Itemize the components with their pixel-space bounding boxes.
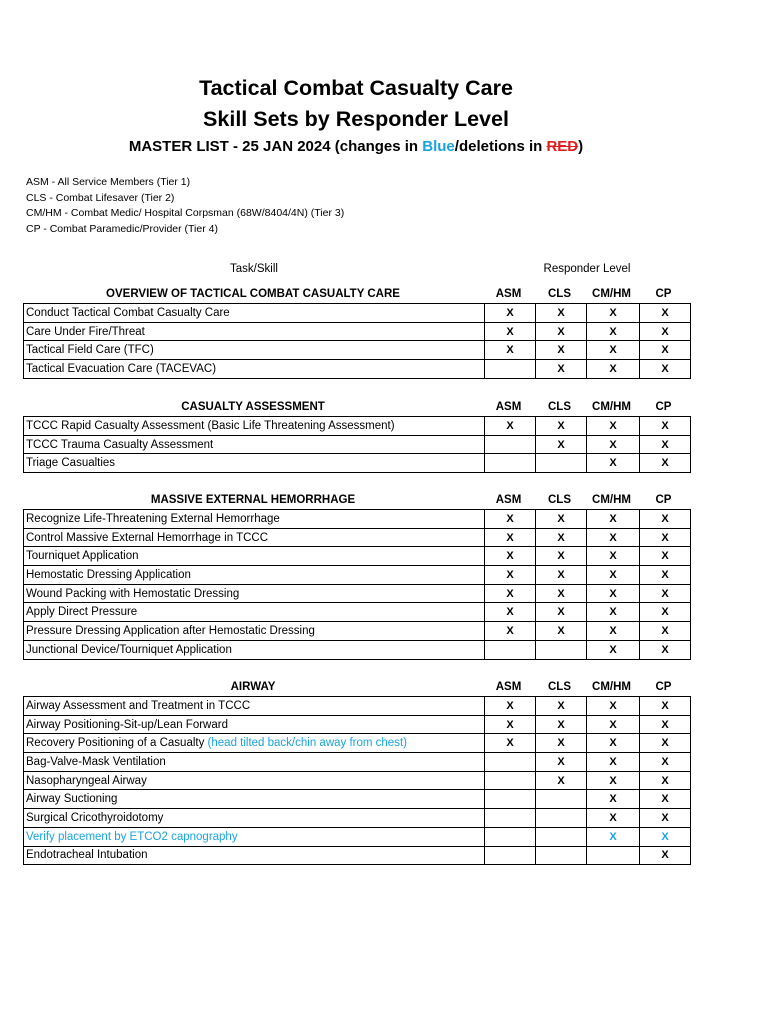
cmhm-mark: X xyxy=(587,734,640,753)
cp-mark: X xyxy=(640,341,691,360)
asm-mark: X xyxy=(485,417,536,436)
section-title: CASUALTY ASSESSMENT xyxy=(181,400,325,413)
legend-cp: CP - Combat Paramedic/Provider (Tier 4) xyxy=(26,222,218,235)
task-label: Apply Direct Pressure xyxy=(26,606,138,619)
cmhm-mark: X xyxy=(587,584,640,603)
cls-mark: X xyxy=(536,322,587,341)
task-label: Hemostatic Dressing Application xyxy=(26,568,191,581)
asm-mark: X xyxy=(485,304,536,323)
task-cell xyxy=(24,360,485,379)
cls-mark: X xyxy=(536,734,587,753)
cp-mark: X xyxy=(640,640,691,659)
asm-mark xyxy=(485,753,536,772)
cls-mark: X xyxy=(536,417,587,436)
cls-mark: X xyxy=(536,566,587,585)
cmhm-mark: X xyxy=(587,417,640,436)
responder-level-header: Responder Level xyxy=(543,263,631,275)
column-header: CP xyxy=(655,287,672,300)
task-label: Care Under Fire/Threat xyxy=(26,325,145,338)
table-row xyxy=(24,322,691,341)
task-label: TCCC Trauma Casualty Assessment xyxy=(26,438,214,451)
task-cell xyxy=(24,603,485,622)
task-cell xyxy=(24,715,485,734)
asm-mark: X xyxy=(485,715,536,734)
cls-mark: X xyxy=(536,697,587,716)
cp-mark: X xyxy=(640,510,691,529)
cls-mark: X xyxy=(536,304,587,323)
cp-mark: X xyxy=(640,603,691,622)
task-cell xyxy=(24,809,485,828)
task-cell xyxy=(24,753,485,772)
task-label: TCCC Rapid Casualty Assessment (Basic Life Threatening Assessment) xyxy=(26,419,395,432)
column-header: ASM xyxy=(495,400,522,413)
cmhm-mark: X xyxy=(587,566,640,585)
task-label: Wound Packing with Hemostatic Dressing xyxy=(26,587,240,600)
task-label: Nasopharyngeal Airway xyxy=(26,774,147,787)
table-row xyxy=(24,304,691,323)
cls-mark xyxy=(536,790,587,809)
section-title: AIRWAY xyxy=(230,680,276,693)
cls-mark xyxy=(536,827,587,846)
section-header xyxy=(23,677,691,696)
task-cell xyxy=(24,622,485,641)
asm-mark: X xyxy=(485,322,536,341)
cp-mark: X xyxy=(640,827,691,846)
legend-cls: CLS - Combat Lifesaver (Tier 2) xyxy=(26,191,175,204)
task-label: Airway Assessment and Treatment in TCCC xyxy=(26,699,251,712)
table-row xyxy=(24,790,691,809)
document-subtitle: Skill Sets by Responder Level xyxy=(203,107,509,131)
task-label: Tactical Field Care (TFC) xyxy=(26,344,154,357)
asm-mark: X xyxy=(485,528,536,547)
legend-cmhm: CM/HM - Combat Medic/ Hospital Corpsman (68W/8404/4N) (Tier 3) xyxy=(26,207,345,219)
column-header: CLS xyxy=(548,287,571,300)
table-row xyxy=(24,584,691,603)
section-table xyxy=(23,696,691,865)
cp-mark: X xyxy=(640,715,691,734)
cp-mark: X xyxy=(640,771,691,790)
cls-mark xyxy=(536,809,587,828)
cp-mark: X xyxy=(640,547,691,566)
cmhm-mark: X xyxy=(587,454,640,473)
task-label: Recognize Life-Threatening External Hemorrhage xyxy=(26,512,280,525)
column-header: CP xyxy=(655,400,672,413)
cp-mark: X xyxy=(640,809,691,828)
table-row xyxy=(24,827,691,846)
cls-mark: X xyxy=(536,528,587,547)
cp-mark: X xyxy=(640,454,691,473)
asm-mark: X xyxy=(485,622,536,641)
column-header: ASM xyxy=(495,680,522,693)
task-label: Control Massive External Hemorrhage in TCCC xyxy=(26,531,269,544)
task-label: Airway Positioning-Sit-up/Lean Forward xyxy=(26,718,228,731)
task-label: Junctional Device/Tourniquet Application xyxy=(26,643,232,656)
section-header xyxy=(23,284,691,303)
section-1 xyxy=(23,397,691,473)
cmhm-mark: X xyxy=(587,753,640,772)
changes-blue-label: Blue xyxy=(422,138,455,155)
cls-mark: X xyxy=(536,341,587,360)
column-header: CM/HM xyxy=(592,287,631,300)
table-row xyxy=(24,417,691,436)
asm-mark: X xyxy=(485,697,536,716)
task-cell xyxy=(24,417,485,436)
cp-mark: X xyxy=(640,566,691,585)
cmhm-mark: X xyxy=(587,827,640,846)
cls-mark: X xyxy=(536,753,587,772)
asm-mark: X xyxy=(485,584,536,603)
cmhm-mark: X xyxy=(587,603,640,622)
section-table xyxy=(23,509,691,660)
section-title: OVERVIEW OF TACTICAL COMBAT CASUALTY CARE xyxy=(106,287,400,300)
column-header: CM/HM xyxy=(592,680,631,693)
asm-mark xyxy=(485,435,536,454)
cmhm-mark: X xyxy=(587,528,640,547)
table-row xyxy=(24,697,691,716)
asm-mark: X xyxy=(485,547,536,566)
cls-mark: X xyxy=(536,622,587,641)
task-label: Tactical Evacuation Care (TACEVAC) xyxy=(26,362,217,375)
change-note: (head tilted back/chin away from chest) xyxy=(207,737,407,750)
task-cell xyxy=(24,304,485,323)
section-table xyxy=(23,303,691,379)
task-cell xyxy=(24,510,485,529)
task-cell xyxy=(24,827,485,846)
cmhm-mark: X xyxy=(587,790,640,809)
cp-mark: X xyxy=(640,846,691,865)
task-label: Airway Suctioning xyxy=(26,793,118,806)
cls-mark: X xyxy=(536,360,587,379)
cmhm-mark: X xyxy=(587,697,640,716)
cls-mark: X xyxy=(536,715,587,734)
table-row xyxy=(24,341,691,360)
deletions-red-label: RED xyxy=(546,138,579,155)
table-row xyxy=(24,528,691,547)
column-header: CLS xyxy=(548,680,571,693)
column-header: CM/HM xyxy=(592,493,631,506)
task-skill-header: Task/Skill xyxy=(230,263,278,275)
task-label: Triage Casualties xyxy=(26,457,116,470)
cmhm-mark: X xyxy=(587,360,640,379)
table-row xyxy=(24,622,691,641)
section-header xyxy=(23,490,691,509)
table-row xyxy=(24,454,691,473)
cp-mark: X xyxy=(640,697,691,716)
table-row xyxy=(24,734,691,753)
task-cell xyxy=(24,584,485,603)
table-row xyxy=(24,510,691,529)
asm-mark xyxy=(485,360,536,379)
cls-mark: X xyxy=(536,584,587,603)
column-header: ASM xyxy=(495,287,522,300)
cp-mark: X xyxy=(640,435,691,454)
table-row xyxy=(24,547,691,566)
table-row xyxy=(24,846,691,865)
task-cell xyxy=(24,322,485,341)
table-row xyxy=(24,809,691,828)
cls-mark: X xyxy=(536,435,587,454)
asm-mark: X xyxy=(485,566,536,585)
column-header: CLS xyxy=(548,493,571,506)
cp-mark: X xyxy=(640,360,691,379)
column-header: ASM xyxy=(495,493,522,506)
cp-mark: X xyxy=(640,622,691,641)
column-header: CLS xyxy=(548,400,571,413)
asm-mark: X xyxy=(485,341,536,360)
cmhm-mark: X xyxy=(587,435,640,454)
task-label: Endotracheal Intubation xyxy=(26,849,148,862)
cmhm-mark: X xyxy=(587,341,640,360)
section-0 xyxy=(23,284,691,379)
cmhm-mark: X xyxy=(587,304,640,323)
asm-mark xyxy=(485,846,536,865)
asm-mark xyxy=(485,809,536,828)
task-cell xyxy=(24,771,485,790)
document-title: Tactical Combat Casualty Care xyxy=(199,76,513,100)
asm-mark: X xyxy=(485,510,536,529)
task-cell xyxy=(24,547,485,566)
cls-mark: X xyxy=(536,510,587,529)
task-cell xyxy=(24,790,485,809)
cp-mark: X xyxy=(640,417,691,436)
task-cell xyxy=(24,640,485,659)
cp-mark: X xyxy=(640,790,691,809)
task-cell xyxy=(24,566,485,585)
task-cell xyxy=(24,528,485,547)
asm-mark: X xyxy=(485,603,536,622)
task-label: Recovery Positioning of a Casualty xyxy=(26,737,208,750)
task-label: Surgical Cricothyroidotomy xyxy=(26,811,164,824)
column-header: CP xyxy=(655,680,672,693)
cmhm-mark: X xyxy=(587,510,640,529)
asm-mark xyxy=(485,771,536,790)
cp-mark: X xyxy=(640,528,691,547)
task-cell xyxy=(24,435,485,454)
section-2 xyxy=(23,490,691,660)
asm-mark: X xyxy=(485,734,536,753)
cls-mark xyxy=(536,454,587,473)
cp-mark: X xyxy=(640,734,691,753)
task-cell xyxy=(24,341,485,360)
legend-asm: ASM - All Service Members (Tier 1) xyxy=(26,176,191,188)
cmhm-mark: X xyxy=(587,771,640,790)
task-cell xyxy=(24,697,485,716)
task-cell xyxy=(24,846,485,865)
column-header: CP xyxy=(655,493,672,506)
cmhm-mark: X xyxy=(587,622,640,641)
section-title: MASSIVE EXTERNAL HEMORRHAGE xyxy=(150,493,356,506)
cmhm-mark xyxy=(587,846,640,865)
table-row xyxy=(24,435,691,454)
cmhm-mark: X xyxy=(587,809,640,828)
cls-mark xyxy=(536,640,587,659)
task-cell xyxy=(24,454,485,473)
asm-mark xyxy=(485,454,536,473)
task-label: Bag-Valve-Mask Ventilation xyxy=(26,755,166,768)
asm-mark xyxy=(485,827,536,846)
task-label: Conduct Tactical Combat Casualty Care xyxy=(26,306,230,319)
task-label: Verify placement by ETCO2 capnography xyxy=(26,830,238,843)
master-list-line xyxy=(0,137,712,157)
cmhm-mark: X xyxy=(587,322,640,341)
master-list-prefix: MASTER LIST - 25 JAN 2024 (changes in xyxy=(128,138,423,155)
table-row xyxy=(24,360,691,379)
table-row xyxy=(24,771,691,790)
section-3 xyxy=(23,677,691,865)
asm-mark xyxy=(485,640,536,659)
cmhm-mark: X xyxy=(587,715,640,734)
asm-mark xyxy=(485,790,536,809)
cp-mark: X xyxy=(640,584,691,603)
cmhm-mark: X xyxy=(587,547,640,566)
cp-mark: X xyxy=(640,304,691,323)
cls-mark xyxy=(536,846,587,865)
table-row xyxy=(24,566,691,585)
tier-legend xyxy=(26,175,344,237)
cls-mark: X xyxy=(536,547,587,566)
task-label: Tourniquet Application xyxy=(26,550,139,563)
cp-mark: X xyxy=(640,322,691,341)
table-row xyxy=(24,715,691,734)
master-list-middle: /deletions in xyxy=(454,138,547,155)
table-row xyxy=(24,603,691,622)
cmhm-mark: X xyxy=(587,640,640,659)
column-header: CM/HM xyxy=(592,400,631,413)
section-table xyxy=(23,416,691,473)
cp-mark: X xyxy=(640,753,691,772)
task-cell xyxy=(24,734,485,753)
section-header xyxy=(23,397,691,416)
cls-mark: X xyxy=(536,771,587,790)
table-row xyxy=(24,753,691,772)
master-list-suffix: ) xyxy=(578,138,584,155)
task-label: Pressure Dressing Application after Hemostatic Dressing xyxy=(26,624,315,637)
cls-mark: X xyxy=(536,603,587,622)
table-row xyxy=(24,640,691,659)
